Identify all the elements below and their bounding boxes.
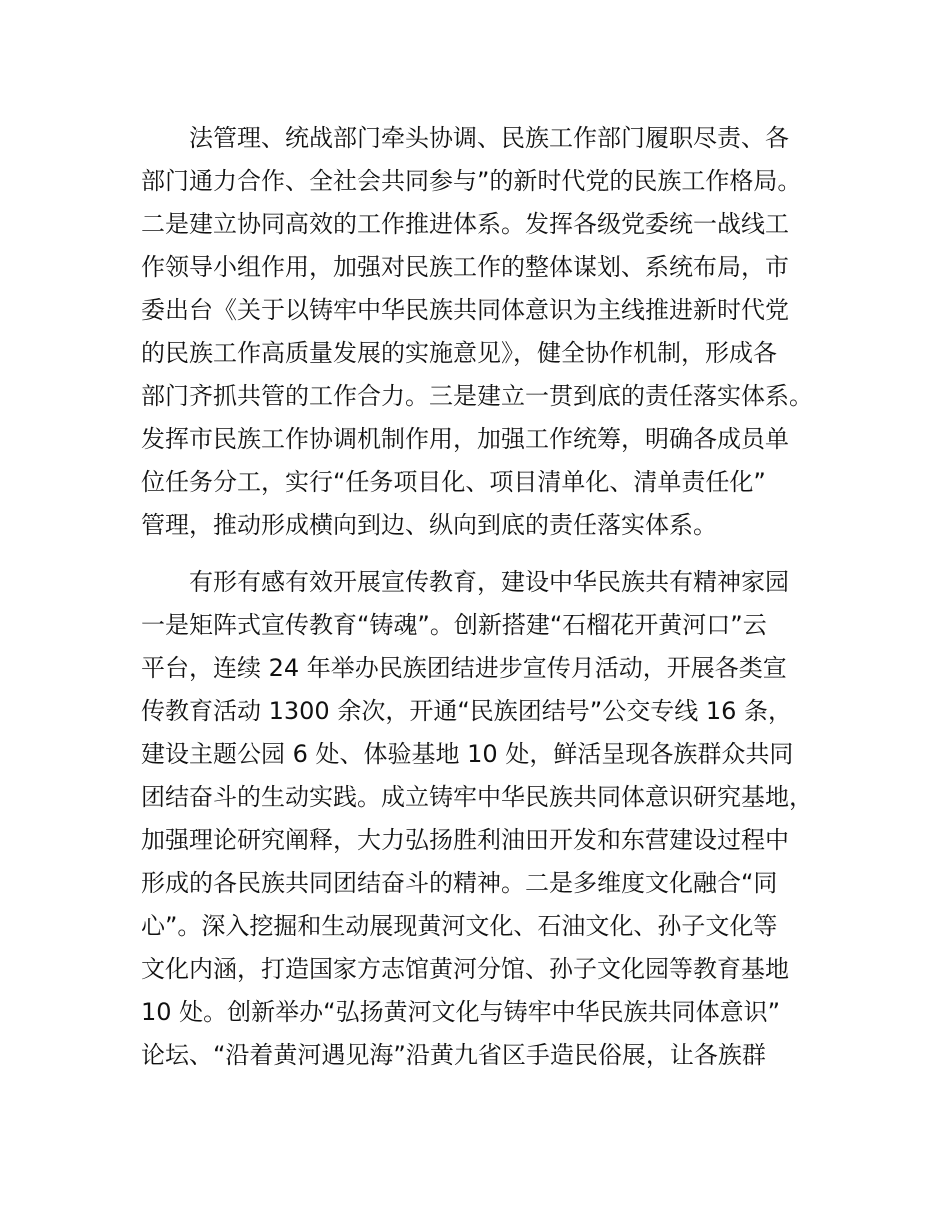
text-line: 管理，推动形成横向到边、纵向到底的责任落实体系。 [141,511,717,539]
text-line: 10 处。创新举办“弘扬黄河文化与铸牢中华民族共同体意识” [141,998,781,1026]
text-line: 作领导小组作用，加强对民族工作的整体谋划、系统布局，市 [141,253,789,281]
text-line: 传教育活动 1300 余次，开通“民族团结号”公交专线 16 条， [141,697,792,725]
paragraph-heading-line: 有形有感有效开展宣传教育，建设中华民族共有精神家园 [189,568,789,596]
text-line: 发挥市民族工作协调机制作用，加强工作统筹，明确各成员单 [141,425,789,453]
text-line: 法管理、统战部门牵头协调、民族工作部门履职尽责、各 [189,124,789,152]
text-line: 平台，连续 24 年举办民族团结进步宣传月活动，开展各类宣 [141,654,787,682]
text-line: 心”。深入挖掘和生动展现黄河文化、石油文化、孙子文化等 [141,912,778,940]
text-line: 建设主题公园 6 处、体验基地 10 处，鲜活呈现各族群众共同 [141,740,794,768]
text-line: 位任务分工，实行“任务项目化、项目清单化、清单责任化” [141,468,766,496]
text-line: 二是建立协同高效的工作推进体系。发挥各级党委统一战线工 [141,210,789,238]
text-line: 论坛、“沿着黄河遇见海”沿黄九省区手造民俗展，让各族群 [141,1041,766,1069]
text-line: 团结奋斗的生动实践。成立铸牢中华民族共同体意识研究基地， [141,783,813,811]
text-line: 形成的各民族共同团结奋斗的精神。二是多维度文化融合“同 [141,869,778,897]
text-line: 加强理论研究阐释，大力弘扬胜利油田开发和东营建设过程中 [141,826,789,854]
text-line: 一是矩阵式宣传教育“铸魂”。创新搭建“石榴花开黄河口”云 [141,611,767,639]
text-line: 部门通力合作、全社会共同参与”的新时代党的民族工作格局。 [141,167,802,195]
text-line: 的民族工作高质量发展的实施意见》，健全协作机制，形成各 [141,339,777,367]
text-line: 委出台《关于以铸牢中华民族共同体意识为主线推进新时代党 [141,296,789,324]
text-line: 文化内涵，打造国家方志馆黄河分馆、孙子文化园等教育基地 [141,955,789,983]
text-line: 部门齐抓共管的工作合力。三是建立一贯到底的责任落实体系。 [141,382,813,410]
